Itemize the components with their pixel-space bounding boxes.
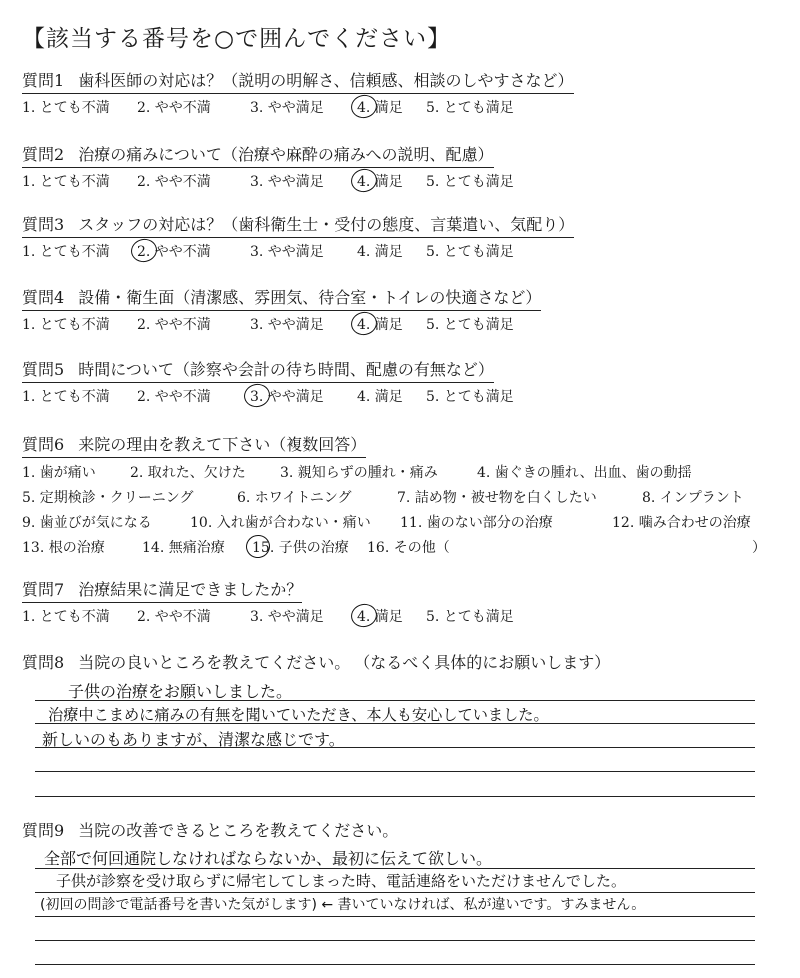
question-4 [22,285,541,334]
reason-option[interactable] [190,512,371,532]
rating-option[interactable]: 1. とても不満 [22,244,110,260]
reason-option-label: 16. その他（ [367,540,450,556]
rating-option-label: 3. やや満足 [250,389,324,405]
rating-option[interactable]: 5. とても満足 [426,174,514,190]
rating-option[interactable]: 5. とても満足 [426,244,514,260]
rating-option[interactable]: 1. とても不満 [22,389,110,405]
reason-option[interactable] [22,537,105,557]
answer-line [35,916,755,917]
selection-circle [349,167,379,195]
reason-option[interactable] [477,462,692,482]
rating-options [22,606,514,626]
rating-option[interactable]: 5. とても満足 [426,609,514,625]
rating-option[interactable]: 2. やや不満 [137,100,211,116]
reason-option[interactable] [252,537,349,557]
reason-option-label: 6. ホワイトニング [237,490,352,506]
question-number: 質問2 [22,145,65,164]
rating-option-label: 4. 満足 [357,609,403,625]
question-1 [22,68,574,117]
answer-line [35,940,755,941]
handwritten-answer: 子供の治療をお願いしました。 [68,682,293,701]
rating-option[interactable]: 2. やや不満 [137,317,211,333]
reason-option[interactable] [22,512,152,532]
rating-option[interactable] [357,606,403,626]
question-6 [22,432,766,562]
rating-option[interactable]: 5. とても満足 [426,389,514,405]
rating-option-label: 4. 満足 [357,317,403,333]
rating-option[interactable]: 1. とても不満 [22,100,110,116]
reason-option-label: 10. 入れ歯が合わない・痛い [190,515,371,531]
rating-option-label: 4. 満足 [357,174,403,190]
handwritten-answer: (初回の問診で電話番号を書いた気がします) ← 書いていなければ、私が違いです。すみません。 [40,897,646,913]
selection-circle [349,310,379,338]
reason-option[interactable] [612,512,751,532]
answer-line [35,771,755,772]
answer-line [35,964,755,965]
question-3 [22,212,574,261]
reason-option[interactable] [280,462,438,482]
reason-option[interactable] [22,487,194,507]
reason-option-label: 8. インプラント [642,490,744,506]
reason-option[interactable] [237,487,352,507]
question-number: 質問8 [22,653,65,672]
rating-options [22,171,514,191]
reason-option[interactable] [22,462,96,482]
rating-option-label: 2. やや不満 [137,244,211,260]
selection-circle [349,602,379,630]
selection-circle [242,382,272,410]
question-title: 当院の良いところを教えてください。 [78,653,351,672]
reason-option[interactable] [397,487,597,507]
question-8 [22,650,610,673]
rating-option[interactable]: 5. とても満足 [426,317,514,333]
rating-option[interactable]: 3. やや満足 [250,317,324,333]
reason-option-label: 15. 子供の治療 [252,540,349,556]
question-number: 質問4 [22,288,65,307]
question-title: 設備・衛生面（清潔感、雰囲気、待合室・トイレの快適さなど） [78,288,542,307]
rating-option[interactable] [357,314,403,334]
rating-option[interactable]: 1. とても不満 [22,317,110,333]
question-title: 治療の痛みについて（治療や麻酔の痛みへの説明、配慮） [78,145,494,164]
reason-option-label: 12. 噛み合わせの治療 [612,515,751,531]
rating-option[interactable]: 3. やや満足 [250,174,324,190]
question-9 [22,818,398,841]
reason-option-label: 3. 親知らずの腫れ・痛み [280,465,438,481]
header-instruction: 【該当する番号を○で囲んでください】 [22,26,452,52]
rating-option[interactable]: 1. とても不満 [22,609,110,625]
rating-options [22,314,541,334]
rating-option[interactable] [137,241,211,261]
question-number: 質問9 [22,821,65,840]
reason-option-label: 1. 歯が痛い [22,465,96,481]
other-close-paren: ） [752,540,766,556]
handwritten-answer: 子供が診察を受け取らずに帰宅してしまった時、電話連絡をいただけませんでした。 [56,872,627,890]
rating-option[interactable]: 4. 満足 [357,389,403,405]
rating-option[interactable]: 4. 満足 [357,244,403,260]
rating-option[interactable]: 2. やや不満 [137,389,211,405]
rating-option[interactable]: 3. やや満足 [250,100,324,116]
rating-option[interactable]: 1. とても不満 [22,174,110,190]
reason-option[interactable] [142,537,225,557]
question-number: 質問7 [22,580,65,599]
rating-option[interactable] [357,97,403,117]
reason-option[interactable] [367,537,450,557]
reason-option-label: 11. 歯のない部分の治療 [400,515,553,531]
question-note: （なるべく具体的にお願いします） [362,653,611,672]
question-title: スタッフの対応は？（歯科衛生士・受付の態度、言葉遣い、気配り） [78,215,575,234]
question-number: 質問3 [22,215,65,234]
rating-option[interactable]: 2. やや不満 [137,174,211,190]
reason-option[interactable] [130,462,246,482]
reason-option[interactable] [642,487,744,507]
question-number: 質問5 [22,360,65,379]
question-7 [22,577,514,626]
rating-option[interactable]: 5. とても満足 [426,100,514,116]
reason-option-label: 4. 歯ぐきの腫れ、出血、歯の動揺 [477,465,692,481]
question-2 [22,142,514,191]
rating-option[interactable]: 3. やや満足 [250,244,324,260]
question-title: 当院の改善できるところを教えてください。 [78,821,399,840]
question-title: 時間について（診察や会計の待ち時間、配慮の有無など） [78,360,494,379]
reason-option-label: 13. 根の治療 [22,540,105,556]
selection-circle [244,533,272,560]
selection-circle [349,93,379,121]
rating-option[interactable]: 2. やや不満 [137,609,211,625]
question-5 [22,357,514,406]
question-number: 質問1 [22,71,65,90]
reason-options [22,462,766,562]
answer-line [35,892,755,893]
answer-line [35,796,755,797]
reason-option-label: 14. 無痛治療 [142,540,225,556]
rating-options [22,97,574,117]
rating-option[interactable]: 3. やや満足 [250,609,324,625]
question-title: 治療結果に満足できましたか？ [78,580,303,599]
question-title: 歯科医師の対応は？（説明の明解さ、信頼感、相談のしやすさなど） [78,71,574,90]
rating-option-label: 4. 満足 [357,100,403,116]
rating-options [22,386,514,406]
rating-option[interactable] [357,171,403,191]
selection-circle [129,237,159,265]
reason-option-label: 7. 詰め物・被せ物を白くしたい [397,490,597,506]
reason-option-label: 5. 定期検診・クリーニング [22,490,194,506]
handwritten-answer: 全部で何回通院しなければならないか、最初に伝えて欲しい。 [44,849,493,868]
question-title: 来院の理由を教えて下さい（複数回答） [78,435,367,454]
question-number: 質問6 [22,435,65,454]
reason-option[interactable] [400,512,553,532]
rating-options [22,241,574,261]
handwritten-answer: 治療中こまめに痛みの有無を聞いていただき、本人も安心していました。 [48,706,549,724]
handwritten-answer: 新しいのもありますが、清潔な感じです。 [42,730,345,749]
rating-option[interactable] [250,386,324,406]
reason-option-label: 2. 取れた、欠けた [130,465,246,481]
reason-option-label: 9. 歯並びが気になる [22,515,152,531]
